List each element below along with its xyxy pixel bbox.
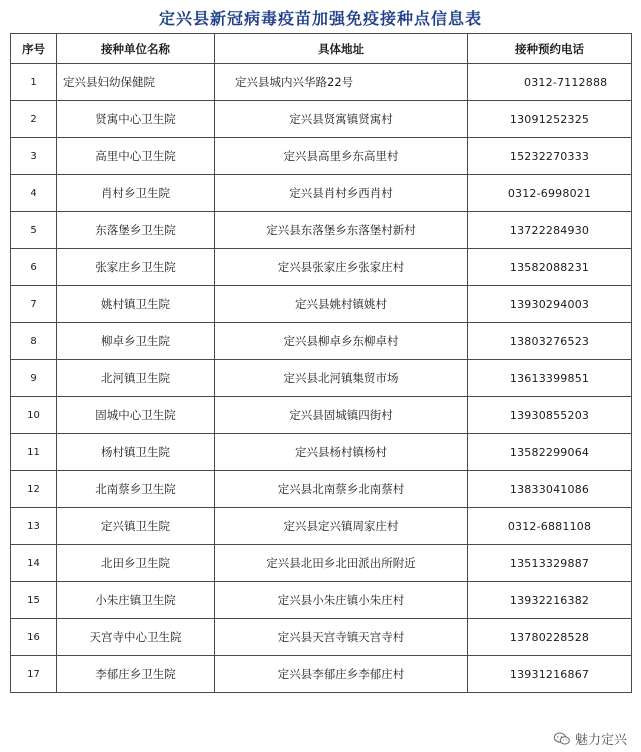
cell-no: 1: [11, 64, 57, 101]
table-row: [11, 286, 632, 323]
cell-phone: 0312-7112888: [468, 64, 632, 101]
cell-no: 16: [11, 619, 57, 656]
cell-phone: 13722284930: [468, 212, 632, 249]
cell-unit: 天宫寺中心卫生院: [57, 619, 215, 656]
cell-address: 定兴县固城镇四街村: [215, 397, 468, 434]
cell-no: 3: [11, 138, 57, 175]
wechat-icon: [553, 732, 571, 746]
table-header-row: [11, 34, 632, 64]
cell-phone: 0312-6998021: [468, 175, 632, 212]
table-row: [11, 64, 632, 101]
cell-address: 定兴县张家庄乡张家庄村: [215, 249, 468, 286]
table-row: [11, 508, 632, 545]
cell-no: 10: [11, 397, 57, 434]
table-row: [11, 656, 632, 693]
cell-phone: 13780228528: [468, 619, 632, 656]
cell-phone: 13582088231: [468, 249, 632, 286]
cell-no: 8: [11, 323, 57, 360]
cell-unit: 定兴镇卫生院: [57, 508, 215, 545]
cell-address: 定兴县杨村镇杨村: [215, 434, 468, 471]
cell-phone: 13613399851: [468, 360, 632, 397]
cell-phone: 0312-6881108: [468, 508, 632, 545]
cell-address: 定兴县北田乡北田派出所附近: [215, 545, 468, 582]
table-row: [11, 545, 632, 582]
vaccination-sites-table: [10, 33, 632, 693]
table-row: [11, 175, 632, 212]
cell-no: 2: [11, 101, 57, 138]
table-row: [11, 619, 632, 656]
cell-no: 5: [11, 212, 57, 249]
cell-unit: 杨村镇卫生院: [57, 434, 215, 471]
table-row: [11, 434, 632, 471]
cell-address: 定兴县高里乡东高里村: [215, 138, 468, 175]
cell-address: 定兴县肖村乡西肖村: [215, 175, 468, 212]
cell-unit: 北南蔡乡卫生院: [57, 471, 215, 508]
cell-phone: 13931216867: [468, 656, 632, 693]
cell-phone: 13803276523: [468, 323, 632, 360]
cell-no: 6: [11, 249, 57, 286]
table-row: [11, 101, 632, 138]
cell-address: 定兴县贤寓镇贤寓村: [215, 101, 468, 138]
cell-no: 4: [11, 175, 57, 212]
table-row: [11, 471, 632, 508]
cell-phone: 13833041086: [468, 471, 632, 508]
header-no: 序号: [11, 34, 57, 64]
cell-address: 定兴县姚村镇姚村: [215, 286, 468, 323]
cell-phone: 13930855203: [468, 397, 632, 434]
cell-address: 定兴县北河镇集贸市场: [215, 360, 468, 397]
cell-unit: 定兴县妇幼保健院: [57, 64, 215, 101]
page-title: 定兴县新冠病毒疫苗加强免疫接种点信息表: [158, 9, 482, 28]
cell-phone: 13582299064: [468, 434, 632, 471]
cell-no: 7: [11, 286, 57, 323]
table-row: [11, 360, 632, 397]
cell-unit: 东落堡乡卫生院: [57, 212, 215, 249]
table-row: [11, 212, 632, 249]
cell-no: 14: [11, 545, 57, 582]
cell-unit: 肖村乡卫生院: [57, 175, 215, 212]
cell-address: 定兴县城内兴华路22号: [215, 64, 468, 101]
cell-address: 定兴县天宫寺镇天宫寺村: [215, 619, 468, 656]
cell-address: 定兴县东落堡乡东落堡村新村: [215, 212, 468, 249]
cell-unit: 李郁庄乡卫生院: [57, 656, 215, 693]
cell-unit: 柳卓乡卫生院: [57, 323, 215, 360]
cell-unit: 北河镇卫生院: [57, 360, 215, 397]
cell-unit: 固城中心卫生院: [57, 397, 215, 434]
cell-no: 17: [11, 656, 57, 693]
cell-no: 15: [11, 582, 57, 619]
table-row: [11, 397, 632, 434]
header-phone: 接种预约电话: [468, 34, 632, 64]
watermark: [553, 729, 627, 748]
cell-no: 12: [11, 471, 57, 508]
header-unit: 接种单位名称: [57, 34, 215, 64]
cell-unit: 小朱庄镇卫生院: [57, 582, 215, 619]
header-address: 具体地址: [215, 34, 468, 64]
cell-unit: 张家庄乡卫生院: [57, 249, 215, 286]
cell-phone: 13930294003: [468, 286, 632, 323]
cell-phone: 13091252325: [468, 101, 632, 138]
table-row: [11, 249, 632, 286]
table-body: [11, 64, 632, 693]
cell-unit: 高里中心卫生院: [57, 138, 215, 175]
cell-phone: 15232270333: [468, 138, 632, 175]
table-row: [11, 323, 632, 360]
cell-no: 13: [11, 508, 57, 545]
cell-address: 定兴县李郁庄乡李郁庄村: [215, 656, 468, 693]
watermark-text: 魅力定兴: [574, 733, 627, 748]
cell-address: 定兴县定兴镇周家庄村: [215, 508, 468, 545]
cell-unit: 北田乡卫生院: [57, 545, 215, 582]
cell-phone: 13513329887: [468, 545, 632, 582]
cell-unit: 姚村镇卫生院: [57, 286, 215, 323]
table-row: [11, 138, 632, 175]
cell-no: 9: [11, 360, 57, 397]
cell-no: 11: [11, 434, 57, 471]
cell-address: 定兴县柳卓乡东柳卓村: [215, 323, 468, 360]
table-row: [11, 582, 632, 619]
cell-unit: 贤寓中心卫生院: [57, 101, 215, 138]
cell-address: 定兴县北南蔡乡北南蔡村: [215, 471, 468, 508]
cell-phone: 13932216382: [468, 582, 632, 619]
cell-address: 定兴县小朱庄镇小朱庄村: [215, 582, 468, 619]
